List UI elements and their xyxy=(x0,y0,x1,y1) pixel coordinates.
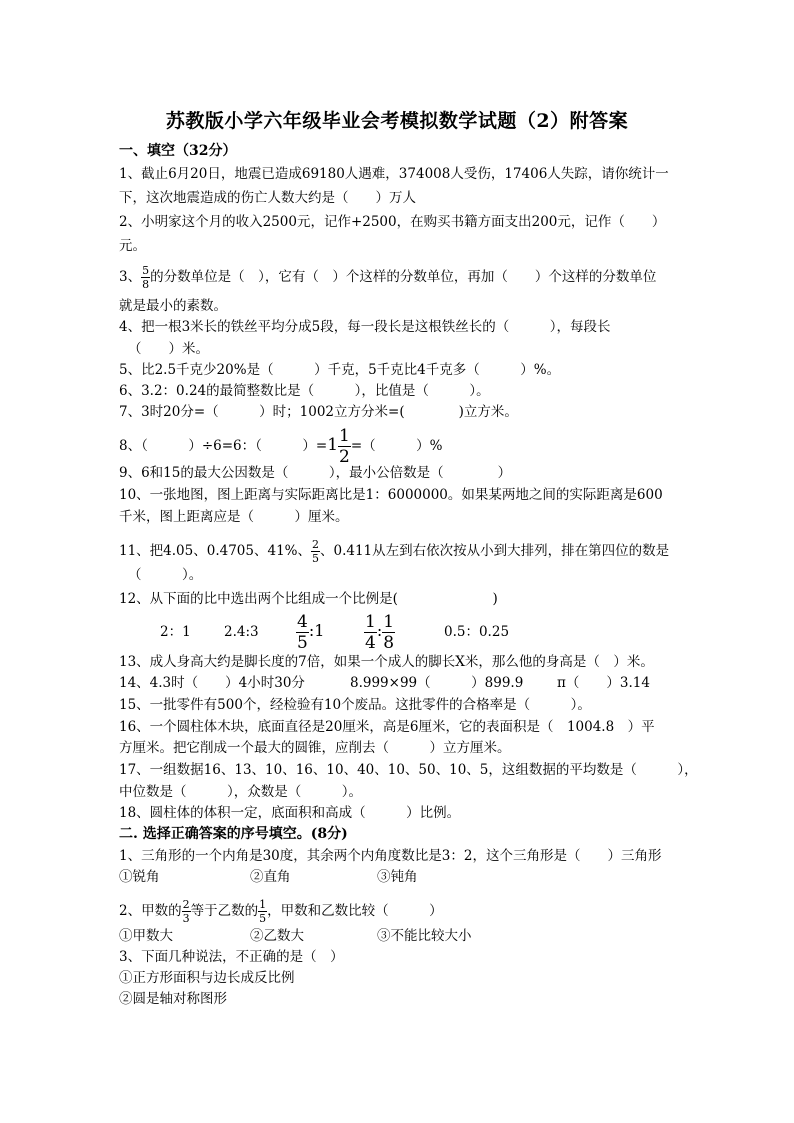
choice-3-option-b: ②圆是轴对称图形 xyxy=(119,991,227,1007)
mixed-number-whole: 1 xyxy=(327,435,339,455)
question-6: 6、3.2：0.24的最简整数比是（ ），比值是（ ）。 xyxy=(119,383,490,399)
section-1-heading: 一、填空（32分） xyxy=(119,143,237,159)
fraction-one-half xyxy=(338,426,351,467)
choice-2-options xyxy=(119,927,519,945)
question-4-line-2: （ ）米。 xyxy=(128,341,209,357)
fraction-one-eighth xyxy=(382,612,395,653)
choice-2-option-a: ①甲数大 xyxy=(119,928,173,944)
page-title: 苏教版小学六年级毕业会考模拟数学试题（2）附答案 xyxy=(165,110,629,132)
question-10-line-2: 千米，图上距离应是（ ）厘米。 xyxy=(119,509,349,525)
ratio-option-5: 0.5：0.25 xyxy=(444,624,510,640)
question-8 xyxy=(119,426,443,467)
fraction-two-fifths xyxy=(311,538,320,565)
section-2-heading: 二. 选择正确答案的序号填空。(8分) xyxy=(119,826,348,842)
question-2-line-2: 元。 xyxy=(119,238,146,254)
choice-1: 1、三角形的一个内角是30度，其余两个内角度数比是3：2，这个三角形是（ ）三角形 xyxy=(119,848,662,864)
choice-2-tail: ，甲数和乙数比较（ ） xyxy=(267,903,443,919)
ratio-option-4 xyxy=(364,612,395,653)
question-1-line-1: 1、截止6月20日，地震已造成69180人遇难，374008人受伤，17406人失踪，请你统计一 xyxy=(119,166,669,182)
fraction-denominator: 5 xyxy=(259,912,267,925)
fraction-four-fifths xyxy=(296,612,309,653)
ratio-option-1: 2：1 xyxy=(160,624,191,640)
choice-1-option-a: ①锐角 xyxy=(119,869,160,885)
question-5: 5、比2.5千克少20%是（ ）千克，5千克比4千克多（ ）%。 xyxy=(119,362,561,378)
question-18: 18、圆柱体的体积一定，底面积和高成（ ）比例。 xyxy=(119,805,461,821)
question-11-line-1 xyxy=(119,538,669,565)
question-11-prefix: 11、把4.05、0.4705、41%、 xyxy=(119,543,311,559)
fraction-numerator: 5 xyxy=(142,264,150,277)
fraction-denominator: 8 xyxy=(383,633,395,653)
fraction-numerator: 1 xyxy=(339,426,350,446)
question-11-text: 、0.411从左到右依次按从小到大排列，排在第四位的数是 xyxy=(319,543,670,559)
fraction-numerator: 1 xyxy=(365,612,376,632)
ratio-colon: : xyxy=(376,621,383,640)
question-14-part-c: π（ ）3.14 xyxy=(557,675,650,691)
fraction-denominator: 5 xyxy=(311,552,319,565)
question-3-line-2: 就是最小的素数。 xyxy=(119,298,227,314)
choice-1-option-b: ②直角 xyxy=(250,869,291,885)
question-7: 7、3时20分=（ ）时；1002立方分米=( )立方米。 xyxy=(119,404,518,420)
fraction-one-fifth xyxy=(258,898,267,925)
ratio-tail: :1 xyxy=(308,621,325,640)
fraction-numerator: 2 xyxy=(311,538,319,551)
question-2-line-1: 2、小明家这个月的收入2500元，记作+2500，在购买书籍方面支出200元，记作（ ） xyxy=(119,214,666,230)
choice-2-option-c: ③不能比较大小 xyxy=(377,928,472,944)
choice-2-option-b: ②乙数大 xyxy=(250,928,304,944)
question-3-prefix: 3、 xyxy=(119,269,142,285)
choice-2-prefix: 2、甲数的 xyxy=(119,903,182,919)
question-16-line-2: 方厘米。把它削成一个最大的圆锥，应削去（ ）立方厘米。 xyxy=(119,740,511,756)
question-16-line-1: 16、一个圆柱体木块，底面直径是20厘米，高是6厘米，它的表面积是（ 1004.8 ）平 xyxy=(119,719,655,735)
question-15: 15、一批零件有500个，经检验有10个废品。这批零件的合格率是（ ）。 xyxy=(119,697,591,713)
ratio-option-3 xyxy=(296,612,324,653)
fraction-denominator: 4 xyxy=(365,633,376,653)
question-14-part-a: 14、4.3时（ ）4小时30分 xyxy=(119,675,305,691)
question-1-line-2: 下，这次地震造成的伤亡人数大约是（ ）万人 xyxy=(119,190,416,206)
fraction-denominator: 8 xyxy=(142,278,150,291)
question-14-part-b: 8.999×99（ ）899.9 xyxy=(350,675,524,691)
question-11-line-2: （ ）。 xyxy=(128,567,203,583)
fraction-numerator: 2 xyxy=(182,898,190,911)
question-13: 13、成人身高大约是脚长度的7倍，如果一个成人的脚长X米，那么他的身高是（ ）米。 xyxy=(119,654,654,670)
question-17-line-2: 中位数是（ ），众数是（ ）。 xyxy=(119,784,362,800)
question-3-text: 的分数单位是（ ），它有（ ）个这样的分数单位，再加（ ）个这样的分数单位 xyxy=(150,269,657,285)
question-14 xyxy=(119,674,679,692)
fraction-denominator: 5 xyxy=(297,633,308,653)
choice-2-middle: 等于乙数的 xyxy=(190,903,259,919)
question-9: 9、6和15的最大公因数是（ ），最小公倍数是（ ） xyxy=(119,465,512,481)
choice-1-option-c: ③钝角 xyxy=(377,869,418,885)
fraction-denominator: 3 xyxy=(182,912,190,925)
fraction-numerator: 4 xyxy=(297,612,308,632)
question-3-line-1 xyxy=(119,264,656,291)
question-17-line-1: 17、一组数据16、13、10、16、10、40、10、50、10、5，这组数据的平均数是（ ）， xyxy=(119,762,698,778)
fraction-denominator: 2 xyxy=(339,447,350,467)
question-10-line-1: 10、一张地图，图上距离与实际距离比是1：6000000。如果某两地之间的实际距离是600 xyxy=(119,487,663,503)
choice-1-options xyxy=(119,868,519,886)
choice-3: 3、下面几种说法，不正确的是（ ） xyxy=(119,949,344,965)
fraction-five-eighths xyxy=(141,264,150,291)
fraction-two-thirds xyxy=(182,898,191,925)
choice-2 xyxy=(119,898,443,925)
question-8-text-b: =（ ）% xyxy=(350,438,443,454)
question-4-line-1: 4、把一根3米长的铁丝平均分成5段，每一段长是这根铁丝长的（ ），每段长 xyxy=(119,319,611,335)
fraction-one-quarter xyxy=(364,612,377,653)
ratio-option-2: 2.4:3 xyxy=(224,624,259,640)
fraction-numerator: 1 xyxy=(259,898,267,911)
choice-3-option-a: ①正方形面积与边长成反比例 xyxy=(119,970,295,986)
question-8-text-a: 8、（ ）÷6=6：（ ）= xyxy=(119,438,328,454)
question-12: 12、从下面的比中选出两个比组成一个比例是( ) xyxy=(119,591,498,607)
fraction-numerator: 1 xyxy=(383,612,395,632)
